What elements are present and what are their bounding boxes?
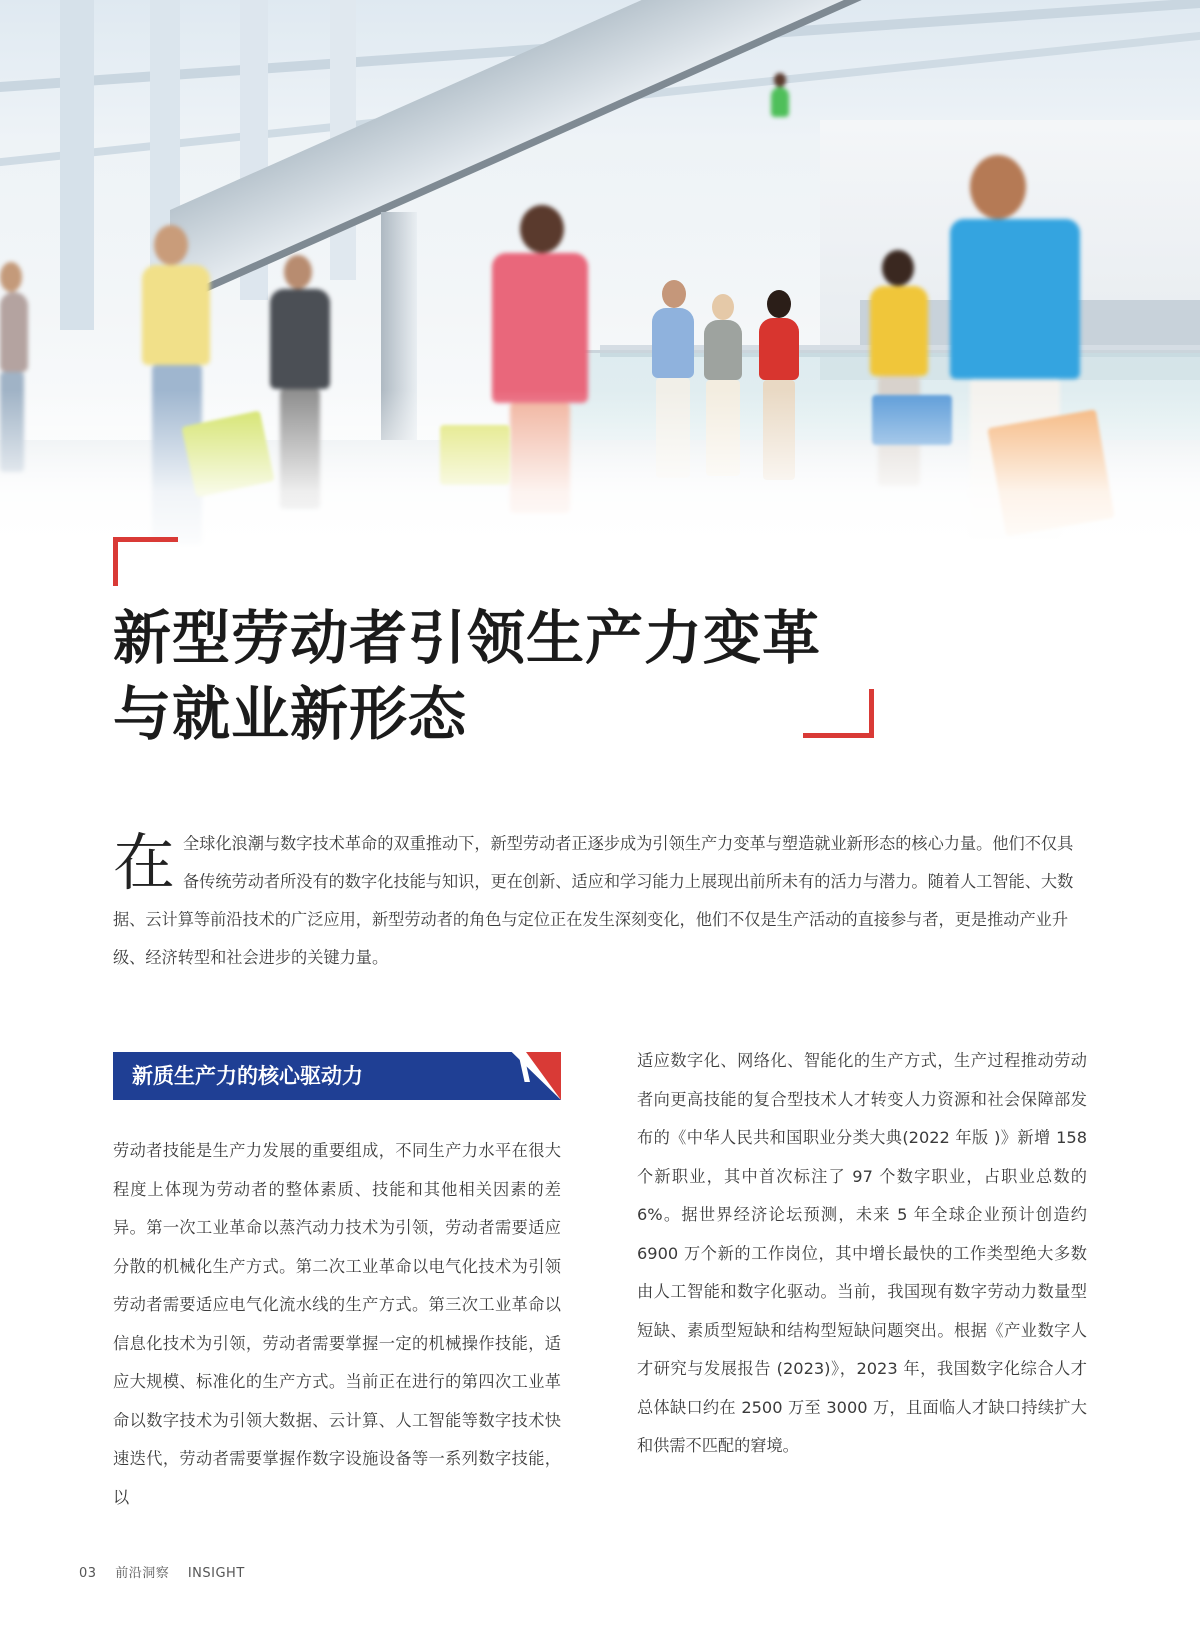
title-bracket-top-left bbox=[113, 537, 178, 586]
title-bracket-bottom-right bbox=[803, 689, 874, 738]
hero-bottom-fade bbox=[0, 390, 1200, 560]
intro-paragraph bbox=[113, 825, 1088, 977]
intro-dropcap: 在 bbox=[113, 826, 176, 899]
intro-text: 全球化浪潮与数字技术革命的双重推动下，新型劳动者正逐步成为引领生产力变革与塑造就业新形态的核心力量。他们不仅具备传统劳动者所没有的数字化技能与知识，更在创新、适应和学习能力上展现出前所未有的活力与潜力。随着人工智能、大数据、云计算等前沿技术的广泛应用，新型劳动者的角色与定位正在发生深刻变化，他们不仅是生产活动的直接参与者，更是推动产业升级、经济转型和社会进步的关键力量。 bbox=[113, 834, 1074, 967]
article-title-line1: 新型劳动者引领生产力变革 bbox=[113, 604, 822, 672]
article-title bbox=[113, 600, 873, 752]
body-column-right: 适应数字化、网络化、智能化的生产方式，生产过程推动劳动者向更高技能的复合型技术人才转变人力资源和社会保障部发布的《中华人民共和国职业分类大典(2022 年版 )》新增 158 个新职业，其中首次标注了 97 个数字职业，占职业总数的 6%。据世界经济论坛预测，未来 5 年全球企业预计创造约 6900 万个新的工作岗位，其中增长最快的工作类型绝大多数由人工智能和数字化驱动。当前，我国现有数字劳动力数量型短缺、素质型短缺和结构型短缺问题突出。根据《产业数字人才研究与发展报告 (2023)》，2023 年，我国数字化综合人才总体缺口约在 2500 万至 3000 万，且面临人才缺口持续扩大和供需不匹配的窘境。 bbox=[637, 1051, 1087, 1455]
hero-photo-mall-escalator bbox=[0, 0, 1200, 560]
window-column bbox=[60, 0, 94, 330]
page-number: 03 bbox=[79, 1566, 97, 1581]
article-title-line2: 与就业新形态 bbox=[113, 680, 468, 748]
body-column-left: 劳动者技能是生产力发展的重要组成，不同生产力水平在很大程度上体现为劳动者的整体素质、技能和其他相关因素的差异。第一次工业革命以蒸汽动力技术为引领，劳动者需要适应分散的机械化生产方式。第二次工业革命以电气化技术为引领劳动者需要适应电气化流水线的生产方式。第三次工业革命以信息化技术为引领，劳动者需要掌握一定的机械操作技能，适应大规模、标准化的生产方式。当前正在进行的第四次工业革命以数字技术为引领大数据、云计算、人工智能等数字技术快速迭代，劳动者需要掌握作数字设施设备等一系列数字技能，以 bbox=[113, 1141, 561, 1507]
shopper-on-escalator bbox=[769, 73, 791, 123]
section-heading: 新质生产力的核心驱动力 bbox=[132, 1064, 363, 1088]
page-footer bbox=[79, 1562, 259, 1581]
magazine-section: INSIGHT bbox=[187, 1566, 245, 1581]
magazine-name: 前沿洞察 bbox=[115, 1566, 170, 1581]
